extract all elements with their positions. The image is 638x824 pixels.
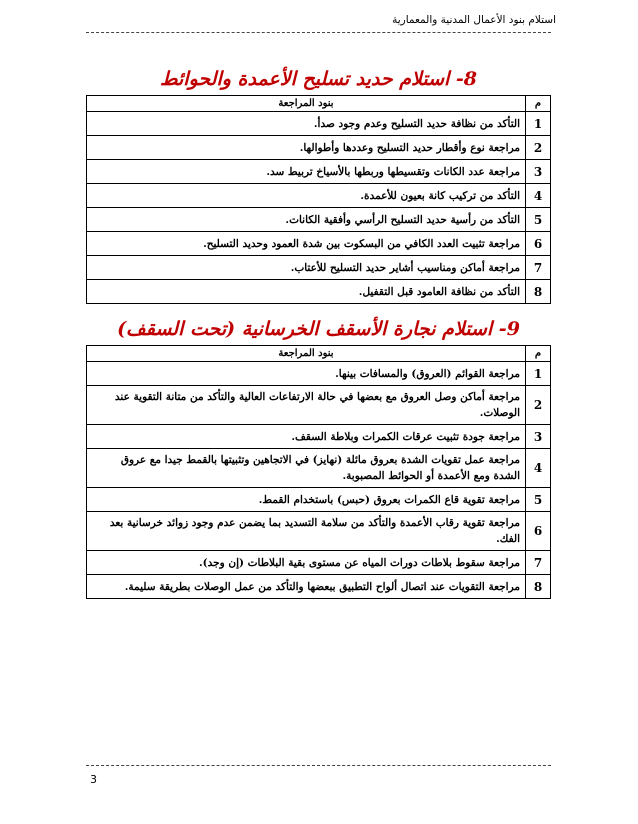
row-text: مراجعة نوع وأقطار حديد التسليح وعددها وأطوالها.: [87, 136, 526, 160]
table-row: [87, 112, 551, 136]
column-header-number: م: [526, 346, 551, 362]
table-row: [87, 425, 551, 449]
row-text: مراجعة عمل تقويات الشدة بعروق مائلة (نهايز) في الاتجاهين وتثبيتها بالقمط جيدا مع عروق الشدة ومع الأعمدة أو الحوائط المصبوبة.: [87, 449, 526, 488]
row-text: التأكد من نظافة العامود قبل التقفيل.: [87, 280, 526, 304]
row-text: التأكد من تركيب كانة بعيون للأعمدة.: [87, 184, 526, 208]
row-number: 7: [526, 256, 551, 280]
table-row: [87, 136, 551, 160]
table-row: [87, 512, 551, 551]
row-number: 8: [526, 280, 551, 304]
section-9-title: 9- استلام نجارة الأسقف الخرسانية (تحت السقف): [117, 318, 520, 340]
row-number: 4: [526, 449, 551, 488]
row-number: 7: [526, 551, 551, 575]
table-row: [87, 184, 551, 208]
table-row: [87, 280, 551, 304]
section-8-title: 8- استلام حديد تسليح الأعمدة والحوائط: [159, 68, 478, 90]
row-text: مراجعة القوائم (العروق) والمسافات بينها.: [87, 362, 526, 386]
table-row: [87, 232, 551, 256]
table-row: [87, 256, 551, 280]
row-text: مراجعة عدد الكانات وتقسيطها وربطها بالأسياخ تربيط سد.: [87, 160, 526, 184]
table-row: [87, 449, 551, 488]
row-number: 6: [526, 232, 551, 256]
row-text: مراجعة سقوط بلاطات دورات المياه عن مستوى بقية البلاطات (إن وجد).: [87, 551, 526, 575]
row-text: مراجعة أماكن وصل العروق مع بعضها في حالة الارتفاعات العالية والتأكد من متانة التقوية عند الوصلات.: [87, 386, 526, 425]
table-row: [87, 386, 551, 425]
row-number: 2: [526, 136, 551, 160]
row-number: 3: [526, 160, 551, 184]
row-text: مراجعة تثبيت العدد الكافي من البسكوت بين شدة العمود وحديد التسليح.: [87, 232, 526, 256]
row-text: التأكد من رأسية حديد التسليح الرأسي وأفقية الكانات.: [87, 208, 526, 232]
row-text: مراجعة تقوية رقاب الأعمدة والتأكد من سلامة التسديد بما يضمن عدم وجود زوائد خرسانية بعد الفك.: [87, 512, 526, 551]
row-text: مراجعة جودة تثبيت عرقات الكمرات وبلاطة السقف.: [87, 425, 526, 449]
table-row: [87, 208, 551, 232]
row-number: 5: [526, 208, 551, 232]
table-row: [87, 160, 551, 184]
row-number: 4: [526, 184, 551, 208]
row-number: 1: [526, 362, 551, 386]
section-8-table: [86, 95, 551, 304]
row-text: مراجعة تقوية قاع الكمرات بعروق (حبس) باستخدام القمط.: [87, 488, 526, 512]
table-row: [87, 575, 551, 599]
running-header: استلام بنود الأعمال المدنية والمعمارية: [392, 14, 556, 26]
section-9-table: [86, 345, 551, 599]
row-number: 3: [526, 425, 551, 449]
row-number: 2: [526, 386, 551, 425]
table-row: [87, 488, 551, 512]
row-number: 1: [526, 112, 551, 136]
row-number: 6: [526, 512, 551, 551]
column-header-items: بنود المراجعة: [87, 346, 526, 362]
header-divider: [86, 32, 551, 33]
table-row: [87, 362, 551, 386]
row-text: مراجعة أماكن ومناسيب أشاير حديد التسليح للأعتاب.: [87, 256, 526, 280]
column-header-items: بنود المراجعة: [87, 96, 526, 112]
footer-divider: [86, 765, 551, 766]
row-text: التأكد من نظافة حديد التسليح وعدم وجود صدأ.: [87, 112, 526, 136]
row-number: 8: [526, 575, 551, 599]
column-header-number: م: [526, 96, 551, 112]
row-text: مراجعة التقويات عند اتصال ألواح التطبيق ببعضها والتأكد من عمل الوصلات بطريقة سليمة.: [87, 575, 526, 599]
table-row: [87, 551, 551, 575]
page-number: 3: [90, 773, 97, 786]
row-number: 5: [526, 488, 551, 512]
